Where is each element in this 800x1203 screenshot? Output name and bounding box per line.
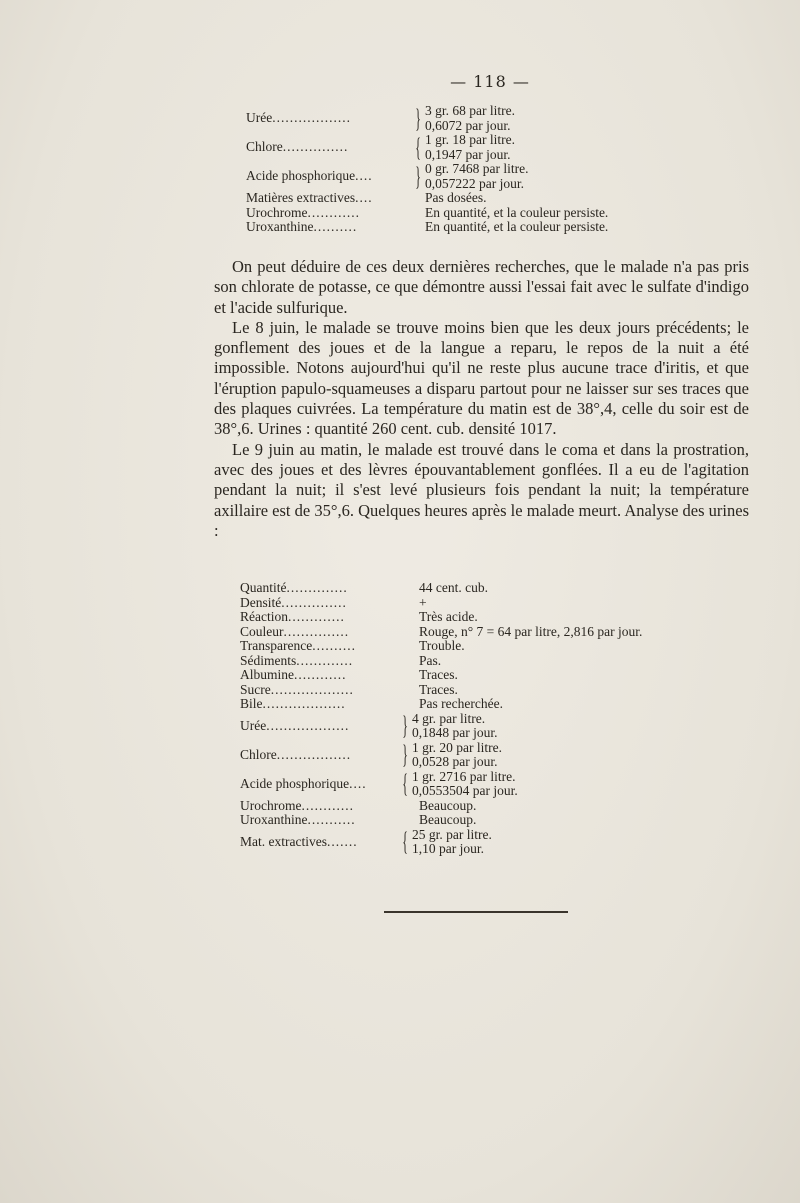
row-label bbox=[246, 111, 411, 126]
body-text bbox=[214, 257, 749, 541]
row-value: 0,1848 par jour. bbox=[412, 725, 498, 740]
row-label-text: Uroxanthine bbox=[246, 220, 314, 234]
row-value: 25 gr. par litre. bbox=[412, 826, 492, 842]
table-row bbox=[240, 654, 642, 669]
brace-glyph: { bbox=[415, 132, 421, 162]
row-value: 1 gr. 2716 par litre. bbox=[412, 768, 516, 784]
row-label bbox=[240, 719, 398, 734]
row-value: 44 cent. cub. bbox=[419, 580, 488, 595]
page-number: — 118 — bbox=[450, 72, 530, 91]
leader-dots: ............... bbox=[281, 595, 347, 610]
row-value: En quantité, et la couleur persiste. bbox=[425, 219, 609, 234]
table-row bbox=[240, 770, 642, 799]
row-label-text: Urochrome bbox=[240, 798, 302, 813]
row-values bbox=[398, 683, 458, 698]
row-value: 1 gr. 20 par litre. bbox=[412, 739, 502, 755]
table-row bbox=[240, 828, 642, 857]
row-value: Trouble. bbox=[419, 638, 465, 653]
row-label-text: Urochrome bbox=[246, 205, 308, 220]
row-label-text: Chlore bbox=[246, 140, 283, 155]
table-row bbox=[246, 104, 608, 133]
brace-glyph: { bbox=[402, 769, 408, 798]
row-value: Beaucoup. bbox=[419, 812, 477, 827]
row-label bbox=[240, 748, 398, 763]
row-value: 0,6072 par jour. bbox=[425, 117, 511, 133]
row-value: 4 gr. par litre. bbox=[412, 710, 486, 726]
leader-dots: ............ bbox=[307, 205, 360, 220]
table-row bbox=[240, 625, 642, 640]
row-value: 1,10 par jour. bbox=[412, 841, 484, 856]
table-row bbox=[240, 813, 642, 828]
row-value: 0,0528 par jour. bbox=[412, 754, 498, 769]
leader-dots: ........... bbox=[307, 813, 356, 827]
row-label bbox=[246, 191, 411, 206]
row-label bbox=[240, 835, 398, 850]
table-row bbox=[240, 683, 642, 698]
brace-glyph: } bbox=[415, 103, 421, 133]
row-label bbox=[240, 581, 398, 596]
leader-dots: ................... bbox=[266, 718, 350, 733]
row-values bbox=[412, 712, 498, 741]
leader-dots: ............ bbox=[294, 668, 347, 682]
row-label-text: Acide phosphorique bbox=[246, 169, 356, 184]
brace-glyph: } bbox=[415, 161, 421, 191]
row-values bbox=[411, 220, 608, 235]
row-label-text: Transparence bbox=[240, 639, 313, 653]
row-values bbox=[398, 668, 458, 683]
table-row bbox=[240, 697, 642, 712]
row-label bbox=[240, 639, 398, 654]
row-label bbox=[240, 683, 398, 698]
paragraph: Le 9 juin au matin, le malade est trouvé dans le coma et dans la prostration, avec des joues et des lèvres épouvantablement gonflées. Il a eu de l'agitation pendant la nuit; il s'est levé plusieurs fois pendant la nuit; la température axillaire est de 35°,6. Quelques heures après le malade meurt. Analyse des urines : bbox=[214, 439, 749, 540]
row-label bbox=[246, 206, 411, 221]
row-label bbox=[240, 777, 398, 792]
row-label bbox=[240, 625, 398, 640]
urine-analysis-table-2 bbox=[240, 581, 642, 857]
leader-dots: ................. bbox=[276, 747, 352, 762]
row-values bbox=[398, 639, 465, 654]
row-label-text: Sucre bbox=[240, 682, 271, 697]
row-label bbox=[240, 813, 398, 828]
row-value: 3 gr. 68 par litre. bbox=[425, 103, 515, 118]
row-label-text: Quantité bbox=[240, 581, 287, 595]
row-value: Traces. bbox=[419, 667, 458, 682]
row-values bbox=[398, 813, 476, 828]
row-label bbox=[240, 668, 398, 683]
row-label bbox=[240, 596, 398, 611]
row-label bbox=[246, 140, 411, 155]
row-value: 0,1947 par jour. bbox=[425, 146, 511, 162]
brace-glyph: { bbox=[402, 827, 408, 856]
row-label bbox=[240, 610, 398, 625]
paragraph: On peut déduire de ces deux dernières recherches, que le malade n'a pas pris son chlorate de potasse, ce que démontre aussi l'essai fait avec le sulfate d'indigo et l'acide sulfurique. bbox=[214, 257, 749, 317]
row-value: Pas recherchée. bbox=[419, 696, 503, 711]
row-label-text: Bile bbox=[240, 697, 263, 711]
leader-dots: ................... bbox=[262, 697, 346, 711]
row-values bbox=[425, 104, 515, 133]
row-value: Pas. bbox=[419, 652, 442, 668]
row-values bbox=[398, 581, 488, 596]
leader-dots: ............ bbox=[301, 798, 354, 813]
leader-dots: .... bbox=[355, 191, 373, 205]
row-label bbox=[246, 169, 411, 184]
leader-dots: ................... bbox=[270, 682, 354, 697]
row-values bbox=[411, 191, 487, 206]
leader-dots: ............... bbox=[282, 140, 349, 155]
table-row bbox=[246, 162, 608, 191]
leader-dots: .......... bbox=[312, 639, 356, 653]
table-row bbox=[240, 712, 642, 741]
leader-dots: .................. bbox=[272, 111, 351, 126]
table-row bbox=[240, 639, 642, 654]
leader-dots: ............. bbox=[296, 653, 354, 668]
table-row bbox=[240, 581, 642, 596]
row-label-text: Matières extractives bbox=[246, 191, 356, 205]
row-label-text: Albumine bbox=[240, 668, 294, 682]
urine-analysis-table-1 bbox=[246, 104, 608, 235]
row-values bbox=[398, 596, 427, 611]
row-label-text: Sédiments bbox=[240, 653, 297, 668]
row-values bbox=[425, 162, 528, 191]
row-values bbox=[412, 741, 502, 770]
paragraph: Le 8 juin, le malade se trouve moins bien que les deux jours précédents; le gonflement des joues et de la langue a reparu, le repos de la nuit a été impossible. Notons aujourd'hui qu'il ne reste plus aucune trace d'iritis, et que l'éruption papulo-squameuses a disparu partout pour ne laisser sur ses traces que des plaques cuivrées. La température du matin est de 38°,4, celle du soir est de 38°,6. Urines : quantité 260 cent. cub. densité 1017. bbox=[214, 317, 749, 439]
row-value: 0,0553504 par jour. bbox=[412, 783, 518, 798]
row-value: Pas dosées. bbox=[425, 190, 487, 205]
leader-dots: .............. bbox=[286, 581, 348, 595]
table-row bbox=[240, 596, 642, 611]
row-value: 1 gr. 18 par litre. bbox=[425, 132, 515, 147]
row-values bbox=[398, 625, 642, 640]
row-values bbox=[411, 206, 608, 221]
row-values bbox=[425, 133, 515, 162]
row-value: 0,057222 par jour. bbox=[425, 175, 524, 191]
table-row bbox=[240, 799, 642, 814]
row-value: + bbox=[419, 594, 427, 610]
row-label-text: Urée bbox=[246, 111, 273, 126]
row-label bbox=[240, 799, 398, 814]
row-label-text: Couleur bbox=[240, 624, 284, 639]
leader-dots: ....... bbox=[326, 834, 358, 849]
row-values bbox=[412, 770, 518, 799]
row-label-text: Urée bbox=[240, 718, 267, 733]
leader-dots: ............. bbox=[287, 610, 345, 624]
leader-dots: ............... bbox=[283, 624, 350, 639]
row-label bbox=[240, 697, 398, 712]
row-label bbox=[240, 654, 398, 669]
row-label-text: Chlore bbox=[240, 747, 277, 762]
table-row bbox=[246, 220, 608, 235]
leader-dots: .... bbox=[355, 169, 373, 184]
table-row bbox=[246, 133, 608, 162]
row-value: Traces. bbox=[419, 681, 458, 697]
row-value: En quantité, et la couleur persiste. bbox=[425, 204, 609, 220]
row-values bbox=[398, 799, 476, 814]
row-value: 0 gr. 7468 par litre. bbox=[425, 161, 529, 176]
table-row bbox=[240, 668, 642, 683]
row-label-text: Acide phosphorique bbox=[240, 776, 350, 791]
row-values bbox=[398, 610, 478, 625]
table-row bbox=[240, 610, 642, 625]
brace-glyph: } bbox=[402, 740, 408, 769]
row-label-text: Uroxanthine bbox=[240, 813, 308, 827]
row-value: Beaucoup. bbox=[419, 797, 477, 813]
leader-dots: .......... bbox=[313, 220, 358, 234]
row-value: Rouge, n° 7 = 64 par litre, 2,816 par jour. bbox=[419, 623, 643, 639]
row-values bbox=[398, 697, 503, 712]
leader-dots: .... bbox=[349, 776, 367, 791]
row-values bbox=[412, 828, 492, 857]
row-label-text: Densité bbox=[240, 595, 282, 610]
table-row bbox=[246, 191, 608, 206]
row-values bbox=[398, 654, 441, 669]
row-label bbox=[246, 220, 411, 235]
brace-glyph: } bbox=[402, 711, 408, 740]
end-rule-divider bbox=[384, 911, 568, 913]
row-label-text: Réaction bbox=[240, 610, 288, 624]
table-row bbox=[246, 206, 608, 221]
row-label-text: Mat. extractives bbox=[240, 834, 327, 849]
table-row bbox=[240, 741, 642, 770]
row-value: Très acide. bbox=[419, 609, 478, 624]
